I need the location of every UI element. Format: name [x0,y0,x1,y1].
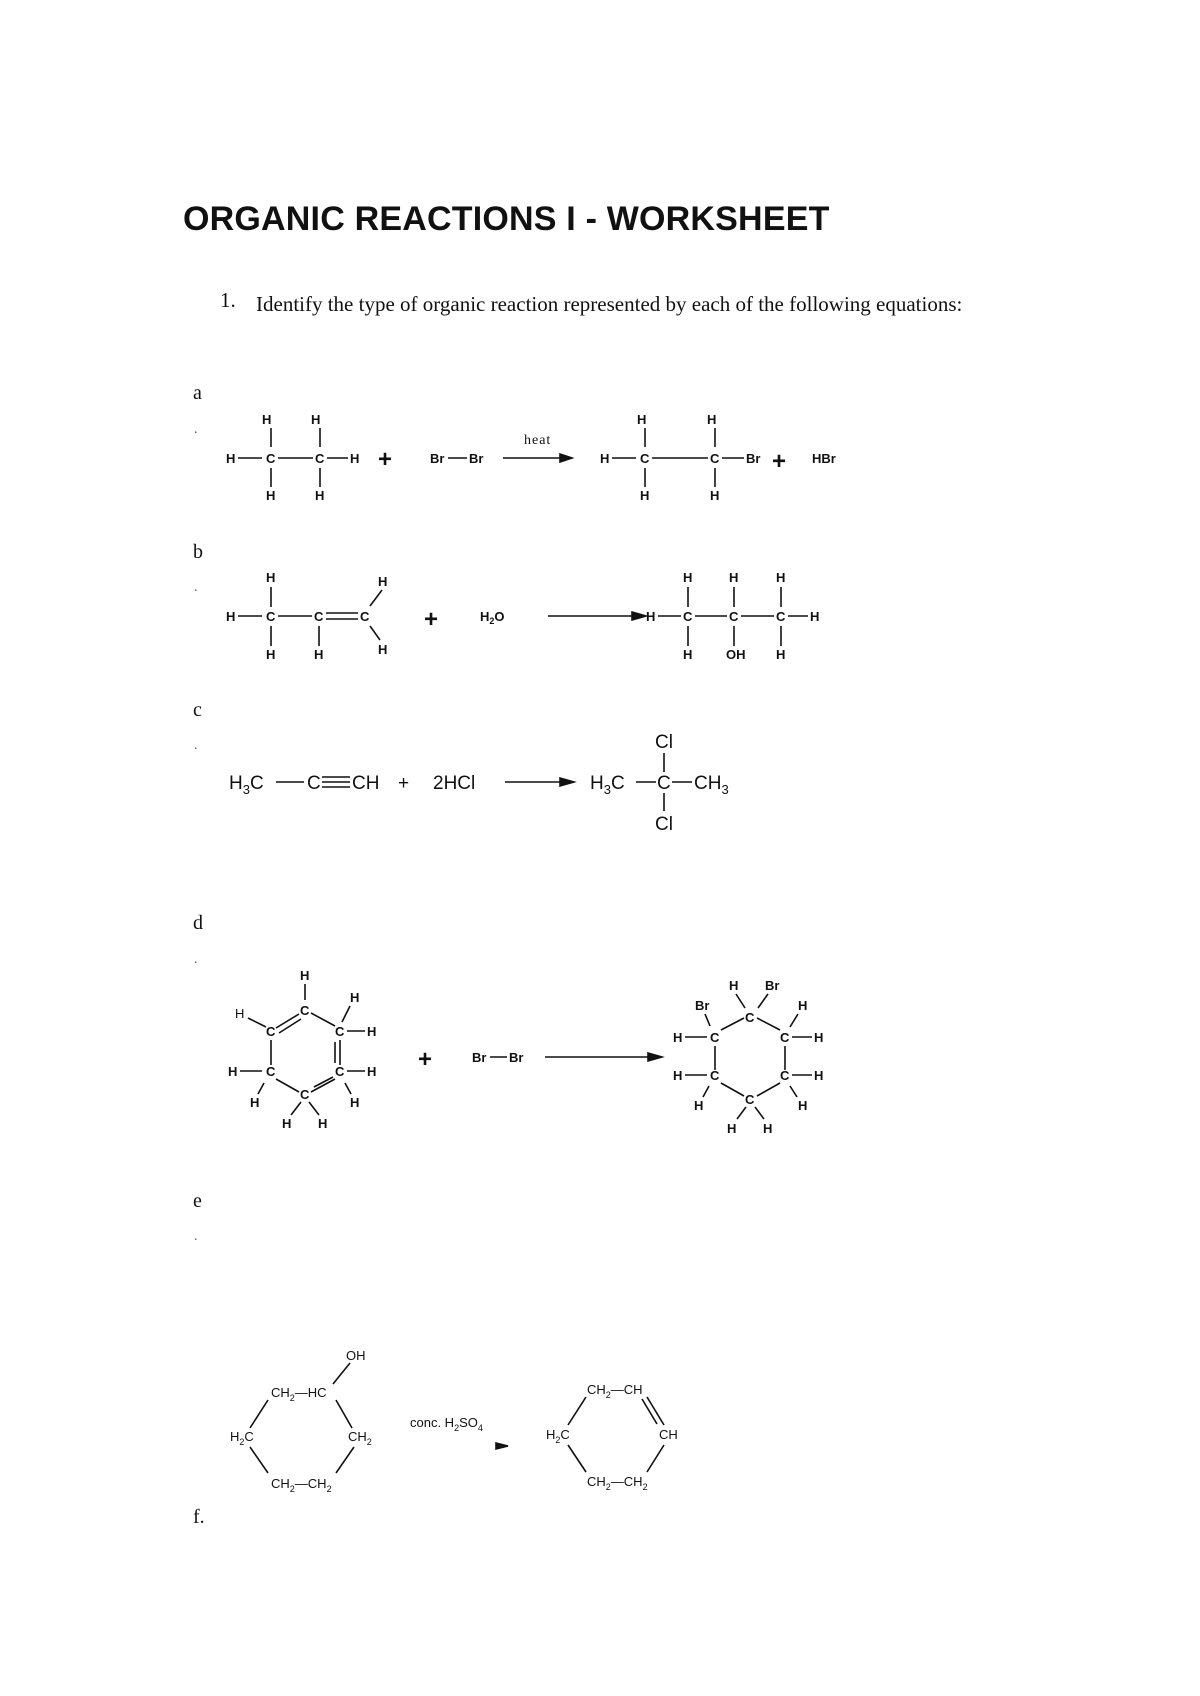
svg-text:H: H [683,570,693,585]
svg-text:H: H [350,990,360,1005]
reaction-e-diagram [0,1340,1200,1500]
svg-text:H: H [694,1098,704,1113]
svg-text:C: C [266,451,276,466]
svg-text:H: H [262,412,272,427]
label-b: b [193,541,203,563]
svg-text:C: C [300,1003,310,1018]
svg-text:H: H [798,998,808,1013]
svg-text:+: + [418,1046,433,1073]
svg-text:H: H [350,451,360,466]
svg-text:C: C [657,773,671,794]
svg-text:C: C [640,451,650,466]
svg-text:H2C: $H_2C$ [230,1429,254,1447]
svg-text:Br: Br [695,998,710,1013]
svg-text:H: H [710,488,720,503]
svg-text:H: H [226,451,236,466]
svg-text:H: H [776,647,786,662]
svg-text:H: H [314,647,324,662]
svg-text:+: + [424,606,439,633]
svg-text:+: + [378,446,393,473]
svg-text:H: H [600,451,610,466]
svg-text:H: H [729,978,739,993]
svg-text:H: H [350,1095,360,1110]
svg-text:C: C [780,1030,790,1045]
svg-text:H: H [776,570,786,585]
svg-text:H: H [814,1068,824,1083]
svg-text:H: H [367,1024,377,1039]
svg-text:C: C [745,1010,755,1025]
svg-text:H: H [707,412,717,427]
svg-text:C: C [776,609,786,624]
svg-text:Br: Br [430,451,445,466]
svg-text:H: H [637,412,647,427]
svg-text:H: H [282,1116,292,1131]
svg-text:H: H [226,609,236,624]
svg-text:+: + [398,773,410,794]
svg-text:C: C [780,1068,790,1083]
svg-text:C: C [314,609,324,624]
label-a: a [193,382,202,404]
svg-text:2HCl: 2HCl [433,773,476,794]
svg-text:HBr: HBr [812,451,836,466]
svg-text:H: H [266,570,276,585]
svg-text:H: H [646,609,656,624]
svg-text:CH: CH [352,773,380,794]
label-b-dot: . [194,580,198,595]
svg-text:H: H [378,642,388,657]
svg-text:OH: OH [346,1348,366,1363]
svg-text:H: H [798,1098,808,1113]
svg-text:CH2—CH: $CH_2—CH$ [587,1382,643,1400]
svg-text:H: H [266,647,276,662]
svg-text:H: H [673,1030,683,1045]
svg-text:C: C [710,451,720,466]
label-f: f. [193,1506,205,1528]
svg-text:C: C [745,1092,755,1107]
question-number: 1. [220,288,236,312]
svg-text:OH: OH [726,647,746,662]
svg-text:CH3: $CH_3$ [694,773,729,797]
svg-text:C: C [300,1087,310,1102]
svg-text:H: H [378,574,388,589]
svg-text:C: C [266,1024,276,1039]
svg-text:C: C [360,609,370,624]
svg-text:Br: Br [472,1050,487,1065]
svg-text:heat: heat [524,433,552,448]
svg-text:conc. H2SO4: conc. $H_2SO_4$ [410,1415,483,1433]
svg-text:H: H [727,1121,737,1136]
svg-text:Br: Br [469,451,484,466]
reaction-d-diagram [0,960,1200,1140]
svg-text:H: H [673,1068,683,1083]
svg-text:H: H [763,1121,773,1136]
svg-text:C: C [710,1030,720,1045]
label-e: e [193,1190,202,1212]
svg-text:H: H [250,1095,260,1110]
reaction-b-diagram [0,560,1200,670]
svg-text:H: H [814,1030,824,1045]
svg-text:H: H [318,1116,328,1131]
svg-text:H3C: $H_3C$ [229,773,264,797]
reaction-c-diagram [0,720,1200,840]
svg-text:CH: CH [659,1427,678,1442]
svg-text:H2C: $H_2C$ [546,1427,570,1445]
svg-text:Br: Br [746,451,761,466]
svg-text:H: H [810,609,820,624]
svg-text:H: H [315,488,325,503]
label-c-dot: . [194,738,198,753]
reaction-a-diagram [0,400,1200,510]
svg-text:+: + [772,448,787,475]
svg-text:H: H [266,488,276,503]
svg-text:H: H [683,647,693,662]
svg-text:C: C [710,1068,720,1083]
svg-text:H: H [640,488,650,503]
svg-text:C: C [315,451,325,466]
svg-text:CH2: $CH_2$ [348,1429,372,1447]
label-c: c [193,699,202,721]
svg-text:C: C [266,1064,276,1079]
svg-text:H: H [228,1064,238,1079]
svg-text:H2O: $H_2O$ [480,609,505,626]
svg-text:H3C: $H_3C$ [590,773,625,797]
svg-text:C: C [683,609,693,624]
svg-text:CH2—CH2: $CH_2—CH_2$ [271,1476,332,1494]
svg-text:H: H [367,1064,377,1079]
svg-text:H: H [235,1006,245,1021]
label-d: d [193,912,203,934]
question-text: Identify the type of organic reaction represented by each of the following equations: [256,292,963,316]
svg-text:Br: Br [765,978,780,993]
page-title: ORGANIC REACTIONS I - WORKSHEET [183,200,830,238]
svg-text:CH2—CH2: $CH_2—CH_2$ [587,1474,648,1492]
svg-text:H: H [300,968,310,983]
label-d-dot: . [194,952,198,967]
svg-text:C: C [335,1064,345,1079]
svg-text:Cl: Cl [655,732,673,753]
svg-text:Br: Br [509,1050,524,1065]
svg-text:C: C [729,609,739,624]
svg-text:H: H [311,412,321,427]
svg-text:C: C [335,1024,345,1039]
svg-text:C: C [266,609,276,624]
svg-text:Cl: Cl [655,814,673,835]
label-e-dot: . [194,1229,198,1244]
label-a-dot: . [194,422,198,437]
svg-text:CH2—HC: $CH_2—HC$ [271,1385,327,1403]
svg-text:H: H [729,570,739,585]
svg-text:C: C [307,773,321,794]
